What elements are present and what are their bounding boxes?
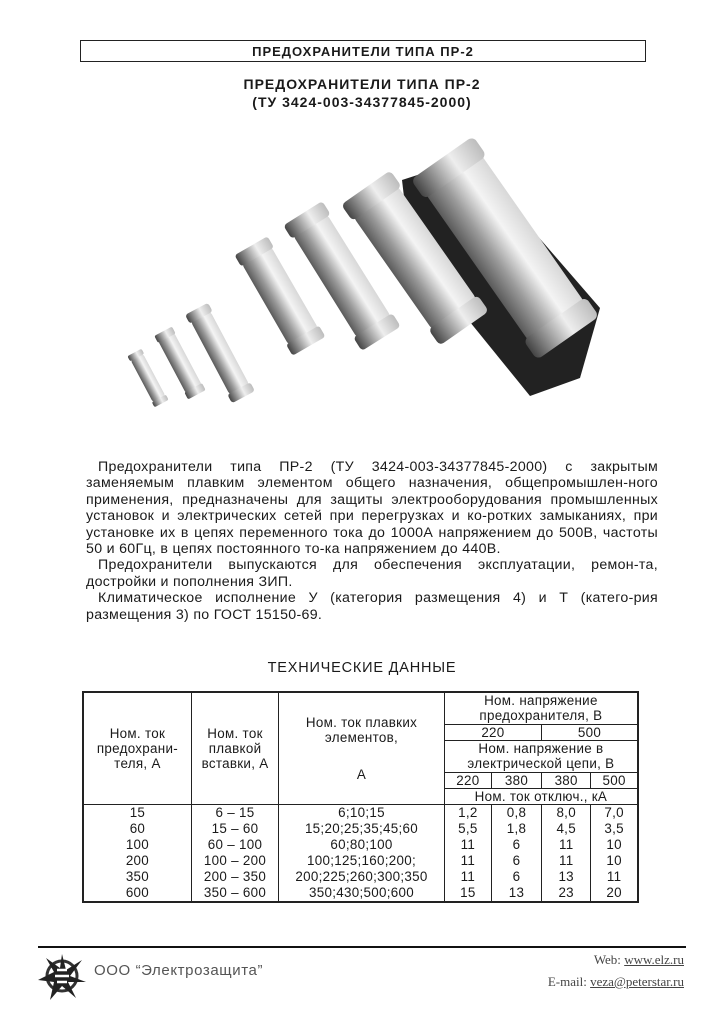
table-cell: 1,2 — [444, 804, 491, 821]
table-cell: 15;20;25;35;45;60 — [279, 821, 445, 837]
table-cell: 11 — [444, 837, 491, 853]
fuse-15a-large — [154, 327, 205, 400]
table-cell: 11 — [444, 853, 491, 869]
header-insert-current: Ном. ток плавкой вставки, А — [191, 692, 278, 804]
table-row — [83, 837, 638, 853]
header-elements-current-unit: А — [356, 766, 367, 782]
fuse-assortment-photo — [110, 138, 610, 438]
table-cell: 23 — [542, 885, 591, 902]
description-paragraph-2: Предохранители выпускаются для обеспечения эксплуатации, ремон-та, достройки и пополнения ЗИП. — [86, 557, 658, 590]
description-text — [86, 459, 658, 623]
table-cell: 20 — [591, 885, 638, 902]
table-cell: 11 — [591, 869, 638, 885]
table-cell: 100;125;160;200; — [279, 853, 445, 869]
table-cell: 11 — [542, 837, 591, 853]
fuse-voltage-500: 500 — [542, 724, 638, 740]
table-cell: 350;430;500;600 — [279, 885, 445, 902]
table-cell: 13 — [542, 869, 591, 885]
table-body — [83, 804, 638, 902]
table-cell: 6 — [491, 869, 541, 885]
table-cell: 0,8 — [491, 804, 541, 821]
table-cell: 7,0 — [591, 804, 638, 821]
contact-email — [548, 974, 684, 990]
header-banner: ПРЕДОХРАНИТЕЛИ ТИПА ПР-2 — [80, 40, 646, 62]
section-heading-specs: ТЕХНИЧЕСКИЕ ДАННЫЕ — [267, 660, 457, 676]
contact-web — [594, 952, 684, 968]
table-cell: 350 – 600 — [191, 885, 278, 902]
header-circuit-voltage: Ном. напряжение в электрической цепи, В — [444, 740, 638, 772]
header-fuse-voltage: Ном. напряжение предохранителя, В — [444, 692, 638, 724]
table-row — [83, 821, 638, 837]
table-cell: 100 — [83, 837, 191, 853]
table-cell: 11 — [542, 853, 591, 869]
description-paragraph-3: Климатическое исполнение У (категория размещения 4) и Т (катего-рия размещения 3) по ГОСТ 15150-69. — [86, 590, 658, 623]
page-title: ПРЕДОХРАНИТЕЛИ ТИПА ПР-2 — [243, 76, 481, 92]
table-cell: 15 — [83, 804, 191, 821]
header-breaking-current: Ном. ток отключ., кА — [444, 788, 638, 804]
table-row — [83, 885, 638, 902]
page-subtitle-spec: (ТУ 3424-003-34377845-2000) — [252, 94, 472, 110]
table-cell: 15 — [444, 885, 491, 902]
table-row — [83, 869, 638, 885]
table-cell: 60;80;100 — [279, 837, 445, 853]
email-link[interactable]: veza@peterstar.ru — [590, 974, 684, 989]
table-cell: 200 — [83, 853, 191, 869]
table-cell: 60 – 100 — [191, 837, 278, 853]
table-cell: 600 — [83, 885, 191, 902]
web-label: Web: — [593, 952, 621, 967]
email-label: E-mail: — [547, 974, 587, 989]
table-cell: 11 — [444, 869, 491, 885]
circuit-voltage: 380 — [491, 772, 541, 788]
table-cell: 200;225;260;300;350 — [279, 869, 445, 885]
fuse-voltage-220: 220 — [444, 724, 541, 740]
table-cell: 8,0 — [542, 804, 591, 821]
table-cell: 4,5 — [542, 821, 591, 837]
table-cell: 200 – 350 — [191, 869, 278, 885]
table-cell: 13 — [491, 885, 541, 902]
table-cell: 5,5 — [444, 821, 491, 837]
table-cell: 6 — [491, 837, 541, 853]
table-cell: 1,8 — [491, 821, 541, 837]
header-elements-current — [279, 692, 445, 804]
table-cell: 60 — [83, 821, 191, 837]
table-cell: 6 – 15 — [191, 804, 278, 821]
web-link[interactable]: www.elz.ru — [624, 952, 684, 967]
table-cell: 3,5 — [591, 821, 638, 837]
table-cell: 10 — [591, 853, 638, 869]
footer-divider — [38, 946, 686, 948]
table-cell: 6 — [491, 853, 541, 869]
company-logo-icon — [36, 950, 88, 1002]
table-row — [83, 853, 638, 869]
circuit-voltage: 220 — [444, 772, 491, 788]
description-paragraph-1: Предохранители типа ПР-2 (ТУ 3424-003-34377845-2000) с закрытым заменяемым плавким элементом общего назначения, общепромышлен-ного применения, предназначены для защиты электрооборудования промышленных установок и электрических сетей при перегрузках и ко-ротких замыканиях, при установке их в цепях переменного тока до 1000А напряжением до 500В, частоты 50 и 60Гц, в цепях постоянного то-ка напряжением до 440В. — [86, 459, 658, 558]
company-name: ООО “Электрозащита” — [94, 962, 264, 979]
table-cell: 100 – 200 — [191, 853, 278, 869]
circuit-voltage: 380 — [542, 772, 591, 788]
table-cell: 15 – 60 — [191, 821, 278, 837]
table-cell: 350 — [83, 869, 191, 885]
header-fuse-current: Ном. ток предохрани-теля, А — [83, 692, 191, 804]
table-cell: 6;10;15 — [279, 804, 445, 821]
header-elements-current-label: Ном. ток плавких элементов, — [305, 714, 418, 745]
technical-data-table — [82, 691, 639, 903]
fuse-15a-small — [127, 349, 168, 408]
circuit-voltage: 500 — [591, 772, 638, 788]
table-cell: 10 — [591, 837, 638, 853]
table-row — [83, 804, 638, 821]
